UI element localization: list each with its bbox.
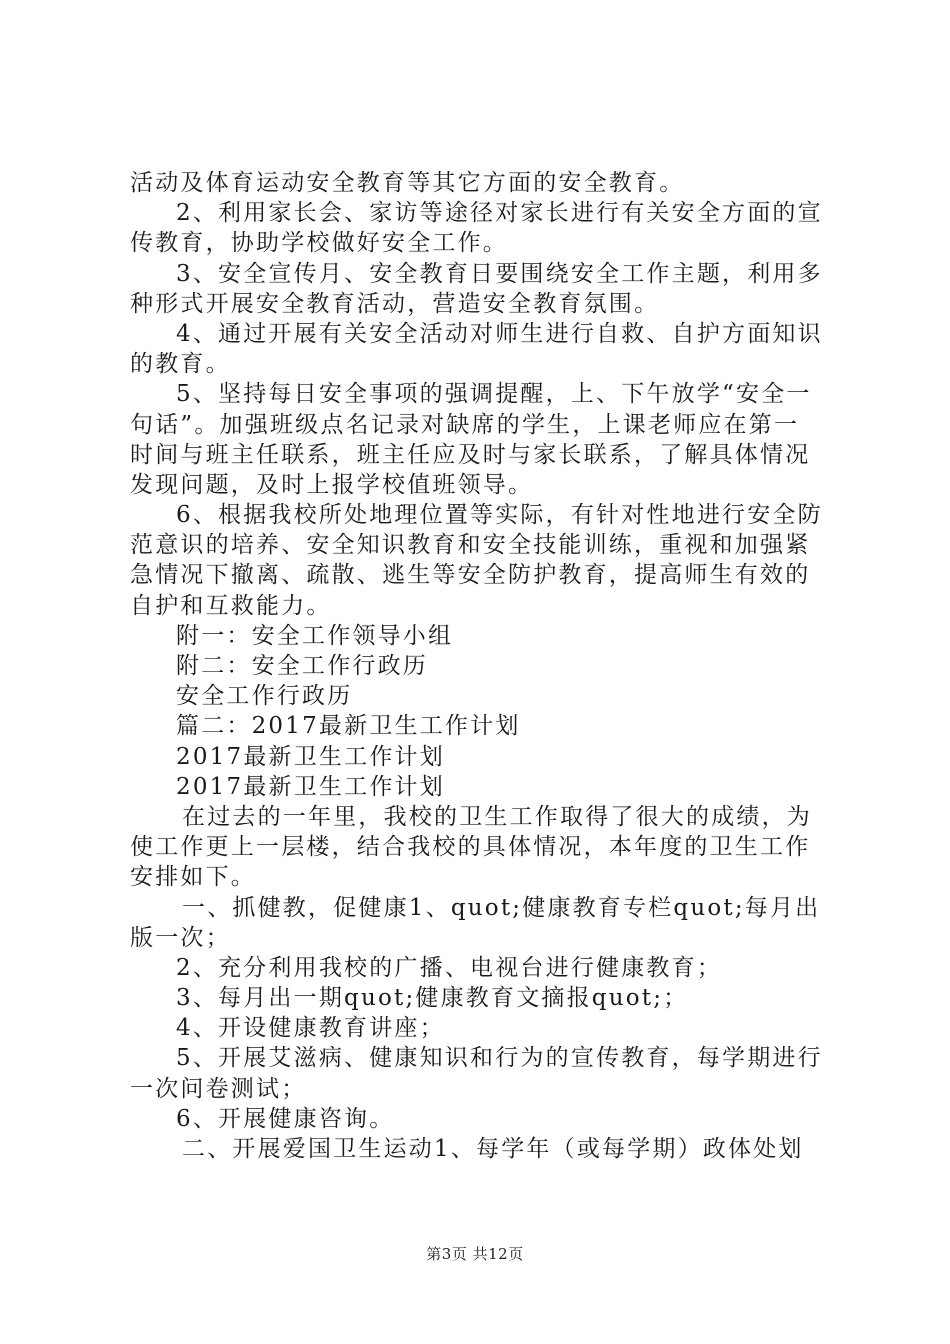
text-line: 一、抓健教，促健康1、quot;健康教育专栏quot;每月出: [182, 894, 821, 921]
text-line: 4、通过开展有关安全活动对师生进行自救、自护方面知识: [176, 320, 823, 347]
text-line: 安全工作行政历: [176, 683, 353, 710]
text-line: 急情况下撤离、疏散、逃生等安全防护教育，提高师生有效的: [130, 562, 811, 589]
text-line: 活动及体育运动安全教育等其它方面的安全教育。: [130, 170, 685, 196]
text-line: 版一次；: [130, 924, 231, 951]
text-line: 2017最新卫生工作计划: [176, 773, 445, 800]
text-line: 6、开展健康咨询。: [176, 1105, 395, 1132]
text-line: 发现问题，及时上报学校值班领导。: [130, 471, 534, 498]
text-line: 二、开展爱国卫生运动1、每学年（或每学期）政体处划: [182, 1136, 804, 1162]
text-line: 时间与班主任联系，班主任应及时与家长联系，了解具体情况: [130, 441, 811, 468]
text-line: 3、每月出一期quot;健康教育文摘报quot;；: [176, 985, 689, 1012]
text-line: 自护和互救能力。: [130, 592, 332, 619]
text-line: 安排如下。: [130, 864, 256, 891]
text-line: 2、利用家长会、家访等途径对家长进行有关安全方面的宣: [176, 200, 823, 227]
text-line: 6、根据我校所处地理位置等实际，有针对性地进行安全防: [176, 502, 823, 529]
text-line: 篇二：2017最新卫生工作计划: [176, 713, 521, 740]
text-line: 2017最新卫生工作计划: [176, 743, 445, 770]
text-line: 3、安全宣传月、安全教育日要围绕安全工作主题，利用多: [176, 260, 823, 287]
text-line: 传教育，协助学校做好安全工作。: [130, 230, 508, 257]
text-line: 使工作更上一层楼，结合我校的具体情况，本年度的卫生工作: [130, 834, 811, 861]
text-line: 范意识的培养、安全知识教育和安全技能训练，重视和加强紧: [130, 532, 811, 559]
text-line: 5、开展艾滋病、健康知识和行为的宣传教育，每学期进行: [176, 1045, 823, 1072]
text-line: 在过去的一年里，我校的卫生工作取得了很大的成绩，为: [182, 803, 812, 830]
text-line: 的教育。: [130, 351, 231, 378]
text-line: 附一：安全工作领导小组: [176, 622, 454, 649]
text-line: 4、开设健康教育讲座；: [176, 1015, 445, 1042]
text-line: 2、充分利用我校的广播、电视台进行健康教育；: [176, 954, 723, 981]
text-line: 种形式开展安全教育活动，营造安全教育氛围。: [130, 290, 660, 317]
text-line: 附二：安全工作行政历: [176, 653, 428, 679]
text-line: 5、坚持每日安全事项的强调提醒，上、下午放学“安全一: [176, 381, 812, 408]
document-body: [130, 168, 830, 1164]
text-line: 一次问卷测试；: [130, 1075, 307, 1102]
page-footer: 第3页 共12页: [426, 1245, 524, 1263]
text-line: 句话”。加强班级点名记录对缺席的学生，上课老师应在第一: [130, 411, 800, 438]
